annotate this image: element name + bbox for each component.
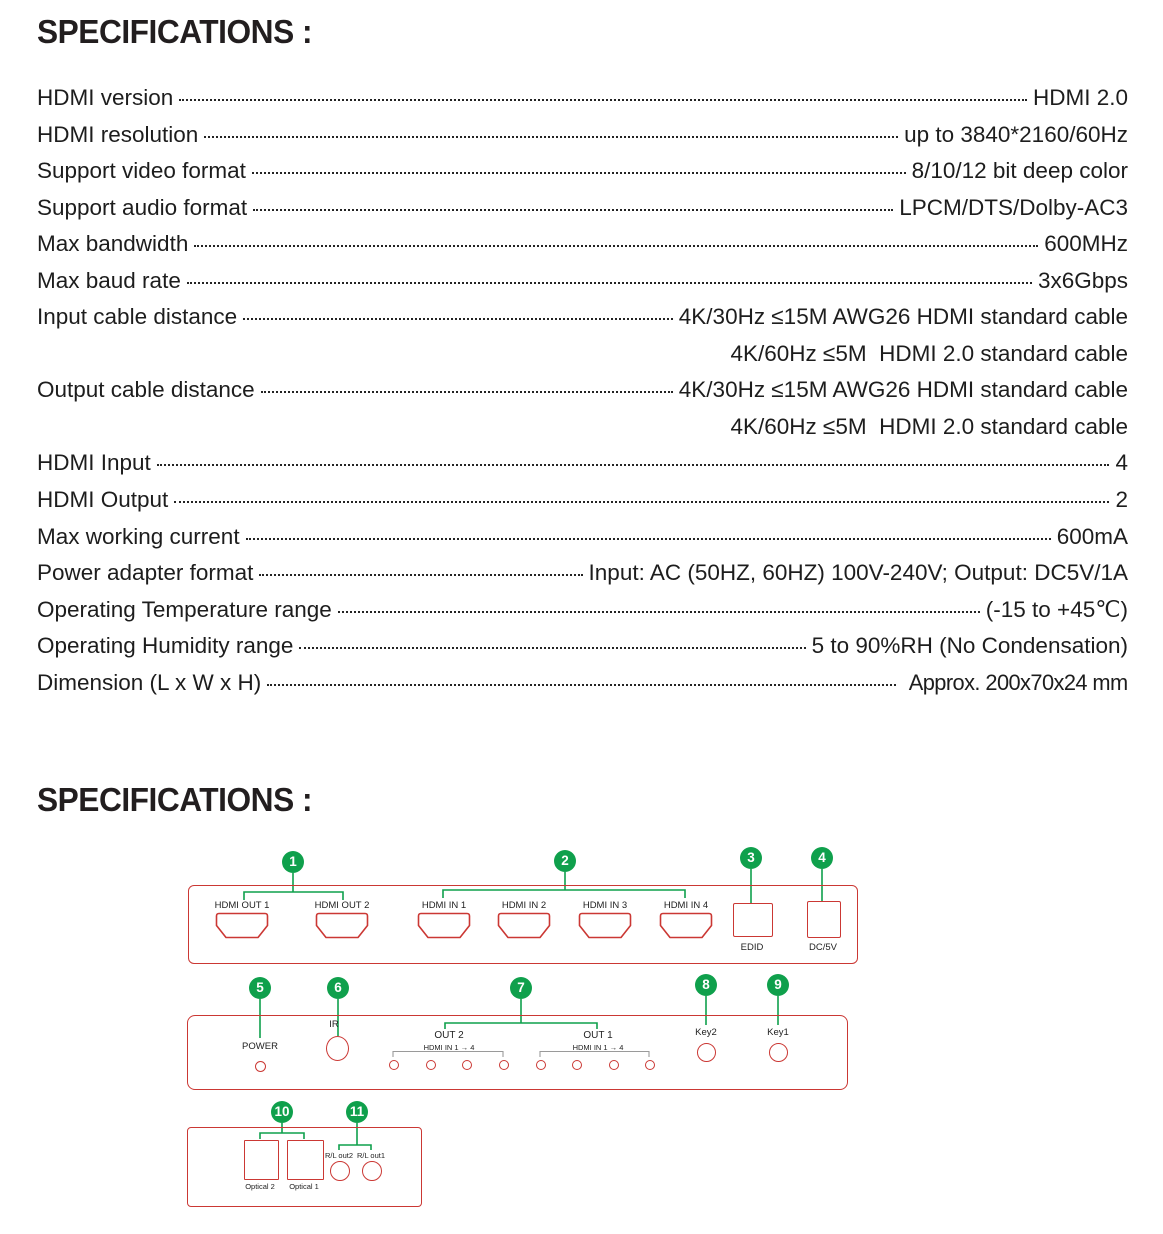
dot-leader [174, 501, 1109, 503]
led-indicator [499, 1060, 509, 1070]
out1-label: OUT 1 [583, 1030, 613, 1041]
dc-power-jack [807, 901, 841, 938]
dot-leader [261, 391, 673, 393]
optical-1-port [287, 1140, 324, 1180]
led-indicator [462, 1060, 472, 1070]
spec-label: Operating Humidity range [37, 633, 294, 659]
ir-receiver [326, 1036, 349, 1061]
dot-leader [259, 574, 582, 576]
dot-leader [252, 172, 906, 174]
optical-2-label: Optical 2 [245, 1182, 275, 1191]
optical-2-port [244, 1140, 279, 1180]
specifications-heading: SPECIFICATIONS : [37, 13, 313, 50]
led-indicator [426, 1060, 436, 1070]
rl-out1-jack [362, 1161, 382, 1181]
callout-badge-1: 1 [282, 851, 304, 873]
hdmi-in-1-port [399, 900, 489, 944]
edid-button [733, 903, 773, 937]
spec-row [37, 628, 1128, 665]
rl-out2-jack [330, 1161, 350, 1181]
dot-leader [187, 282, 1032, 284]
spec-label: Max working current [37, 523, 240, 549]
spec-value: 4K/30Hz ≤15M AWG26 HDMI standard cable [678, 304, 1128, 330]
optical-1-label: Optical 1 [289, 1182, 319, 1191]
spec-label: HDMI resolution [37, 121, 199, 147]
port-label: HDMI IN 2 [501, 900, 547, 911]
spec-label: Output cable distance [37, 377, 255, 403]
dot-leader [243, 318, 673, 320]
hdmi-connector-icon [659, 912, 713, 939]
dot-leader [299, 647, 805, 649]
spec-value: 4K/30Hz ≤15M AWG26 HDMI standard cable [678, 377, 1128, 403]
led-indicator [572, 1060, 582, 1070]
port-label: HDMI IN 4 [663, 900, 709, 911]
spec-label: Dimension (L x W x H) [37, 669, 262, 695]
spec-row [37, 299, 1128, 336]
key1-button [769, 1043, 788, 1062]
dot-leader [253, 209, 893, 211]
rl-out2-label: R/L out2 [324, 1151, 354, 1160]
led-indicator [645, 1060, 655, 1070]
spec-row [37, 592, 1128, 629]
dot-leader [267, 684, 896, 686]
spec-row [37, 372, 1128, 409]
callout-badge-5: 5 [249, 977, 271, 999]
callout-badge-6: 6 [327, 977, 349, 999]
callout-badge-4: 4 [811, 847, 833, 869]
spec-label: HDMI Output [37, 487, 169, 513]
key2-label: Key2 [695, 1027, 717, 1038]
dot-leader [246, 538, 1051, 540]
spec-value: HDMI 2.0 [1032, 85, 1128, 110]
spec-row [37, 226, 1128, 263]
spec-value: LPCM/DTS/Dolby-AC3 [899, 194, 1128, 220]
spec-label: Max bandwidth [37, 231, 189, 257]
ir-label: IR [329, 1019, 339, 1030]
spec-value: 3x6Gbps [1037, 267, 1128, 293]
spec-row [37, 263, 1128, 300]
spec-row [37, 153, 1128, 190]
spec-row [37, 519, 1128, 556]
hdmi-in-2-port [479, 900, 569, 944]
spec-row-continuation [37, 409, 1128, 446]
spec-value: 2 [1115, 487, 1128, 513]
callout-badge-8: 8 [695, 974, 717, 996]
spec-value: 4 [1115, 450, 1128, 476]
port-label: HDMI IN 1 [421, 900, 467, 911]
led-indicator [609, 1060, 619, 1070]
key2-button [697, 1043, 716, 1062]
spec-list [37, 80, 1128, 701]
dot-leader [179, 99, 1027, 101]
spec-row [37, 80, 1128, 117]
callout-badge-9: 9 [767, 974, 789, 996]
spec-row [37, 445, 1128, 482]
spec-value: up to 3840*2160/60Hz [904, 121, 1128, 147]
spec-label: HDMI version [37, 85, 174, 110]
led-indicator [536, 1060, 546, 1070]
spec-value: 5 to 90%RH (No Condensation) [811, 633, 1128, 659]
spec-row [37, 555, 1128, 592]
hdmi-connector-icon [417, 912, 471, 939]
port-label: HDMI OUT 1 [214, 900, 270, 911]
port-label: HDMI IN 3 [582, 900, 628, 911]
hdmi-in-3-port [560, 900, 650, 944]
callout-badge-3: 3 [740, 847, 762, 869]
spec-label: Input cable distance [37, 304, 238, 330]
spec-value: 4K/60Hz ≤5M HDMI 2.0 standard cable [730, 413, 1128, 439]
spec-label: Operating Temperature range [37, 596, 332, 622]
dc-label: DC/5V [809, 942, 837, 953]
spec-value: 4K/60Hz ≤5M HDMI 2.0 standard cable [730, 340, 1128, 366]
out1-range-label: HDMI IN 1 → 4 [572, 1043, 624, 1052]
rl-out1-label: R/L out1 [356, 1151, 386, 1160]
spec-value: Input: AC (50HZ, 60HZ) 100V-240V; Output: DC5V/1A [588, 560, 1128, 586]
spec-row [37, 665, 1128, 702]
edid-label: EDID [740, 942, 764, 953]
dot-leader [157, 464, 1110, 466]
dot-leader [338, 611, 980, 613]
led-indicator [389, 1060, 399, 1070]
spec-row [37, 117, 1128, 154]
spec-value: 600MHz [1044, 231, 1128, 257]
device-diagram [0, 830, 1163, 1234]
spec-label: Support video format [37, 158, 246, 184]
spec-label: Support audio format [37, 194, 248, 220]
hdmi-connector-icon [215, 912, 269, 939]
callout-badge-10: 10 [271, 1101, 293, 1123]
spec-value: 8/10/12 bit deep color [911, 158, 1128, 184]
key1-label: Key1 [767, 1027, 789, 1038]
dot-leader [204, 136, 898, 138]
spec-row [37, 482, 1128, 519]
power-label: POWER [242, 1041, 278, 1052]
callout-badge-7: 7 [510, 977, 532, 999]
spec-value: Approx. 200x70x24 mm [909, 669, 1128, 695]
spec-label: Max baud rate [37, 267, 181, 293]
specifications-heading-2: SPECIFICATIONS : [37, 781, 313, 818]
hdmi-in-4-port [641, 900, 731, 944]
spec-label: Power adapter format [37, 560, 254, 586]
spec-value: 600mA [1056, 523, 1128, 549]
callout-badge-11: 11 [346, 1101, 368, 1123]
dot-leader [194, 245, 1038, 247]
spec-row [37, 190, 1128, 227]
spec-value: (-15 to +45℃) [985, 596, 1128, 622]
power-led [255, 1061, 266, 1072]
hdmi-out-2-port [297, 900, 387, 944]
callout-badge-2: 2 [554, 850, 576, 872]
hdmi-out-1-port [197, 900, 287, 944]
spec-label: HDMI Input [37, 450, 151, 476]
hdmi-connector-icon [578, 912, 632, 939]
spec-row-continuation [37, 336, 1128, 373]
port-label: HDMI OUT 2 [314, 900, 370, 911]
hdmi-connector-icon [497, 912, 551, 939]
out2-label: OUT 2 [434, 1030, 464, 1041]
out2-range-label: HDMI IN 1 → 4 [423, 1043, 475, 1052]
hdmi-connector-icon [315, 912, 369, 939]
